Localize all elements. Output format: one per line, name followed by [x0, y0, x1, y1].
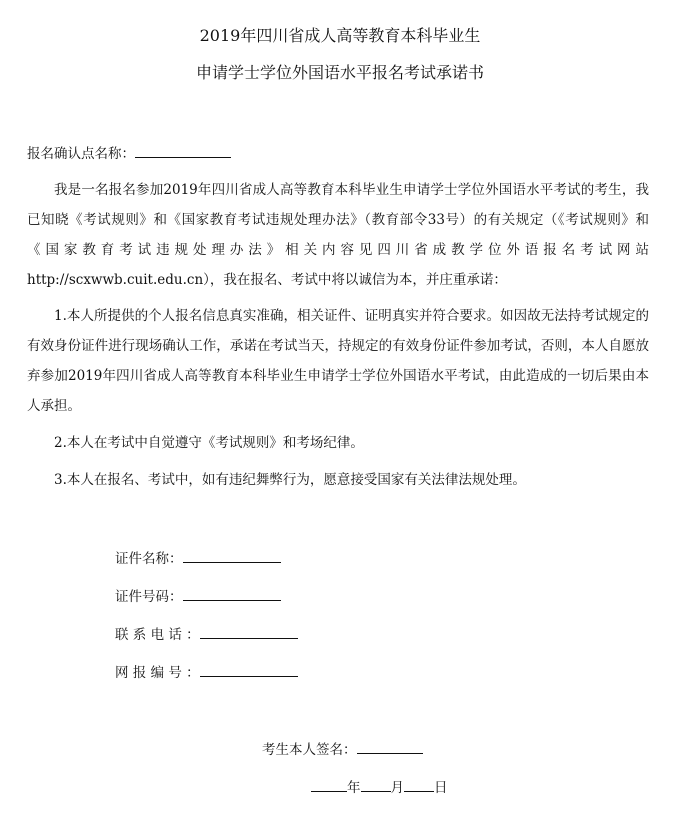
online-number-row	[115, 662, 298, 682]
confirm-point-blank	[135, 143, 231, 158]
date-row	[311, 777, 448, 797]
document-title-line2: 申请学士学位外国语水平报名考试承诺书	[195, 63, 484, 82]
document-title-line1: 2019年四川省成人高等教育本科毕业生	[199, 26, 481, 45]
year-label: 年	[347, 780, 361, 796]
phone-row	[115, 624, 298, 644]
commitment-item-3: 3.本人在报名、考试中，如有违纪舞弊行为，愿意接受国家有关法律法规处理。	[54, 472, 526, 488]
id-name-row	[115, 548, 281, 568]
signature-blank	[357, 739, 423, 754]
year-blank	[311, 777, 347, 792]
month-label: 月	[390, 780, 404, 796]
commitment-item-1: 1.本人所提供的个人报名信息真实准确，相关证件、证明真实并符合要求。如因故无法持考试规定的有效身份证件进行现场确认工作，承诺在考试当天，持规定的有效身份证件参加考试，否则，本人自愿放弃参加2019年四川省成人高等教育本科毕业生申请学士学位外国语水平考试，由此造成的一切后果由本人承担。	[27, 308, 649, 414]
confirm-point-label: 报名确认点名称：	[27, 146, 135, 162]
confirm-point-row	[27, 143, 231, 163]
id-number-blank	[183, 586, 281, 601]
id-number-row	[115, 586, 281, 606]
id-name-blank	[183, 548, 281, 563]
online-number-label: 网 报 编 号 ：	[115, 665, 200, 681]
phone-blank	[200, 624, 298, 639]
id-number-label: 证件号码：	[115, 589, 183, 605]
month-blank	[361, 777, 391, 792]
online-number-blank	[200, 662, 298, 677]
id-name-label: 证件名称：	[115, 551, 183, 567]
signature-label: 考生本人签名：	[262, 742, 357, 758]
phone-label: 联 系 电 话 ：	[115, 627, 200, 643]
commitment-item-2: 2.本人在考试中自觉遵守《考试规则》和考场纪律。	[54, 435, 364, 451]
day-blank	[404, 777, 434, 792]
intro-paragraph: 我是一名报名参加2019年四川省成人高等教育本科毕业生申请学士学位外国语水平考试的考生，我已知晓《考试规则》和《国家教育考试违规处理办法》（教育部令33号）的有关规定（《考试规则》和《国家教育考试违规处理办法》相关内容见四川省成教学位外语报名考试网站http://scxwwb.cuit.edu.cn），我在报名、考试中将以诚信为本，并庄重承诺：	[27, 182, 649, 288]
signature-row	[262, 739, 423, 759]
day-label: 日	[434, 780, 448, 796]
